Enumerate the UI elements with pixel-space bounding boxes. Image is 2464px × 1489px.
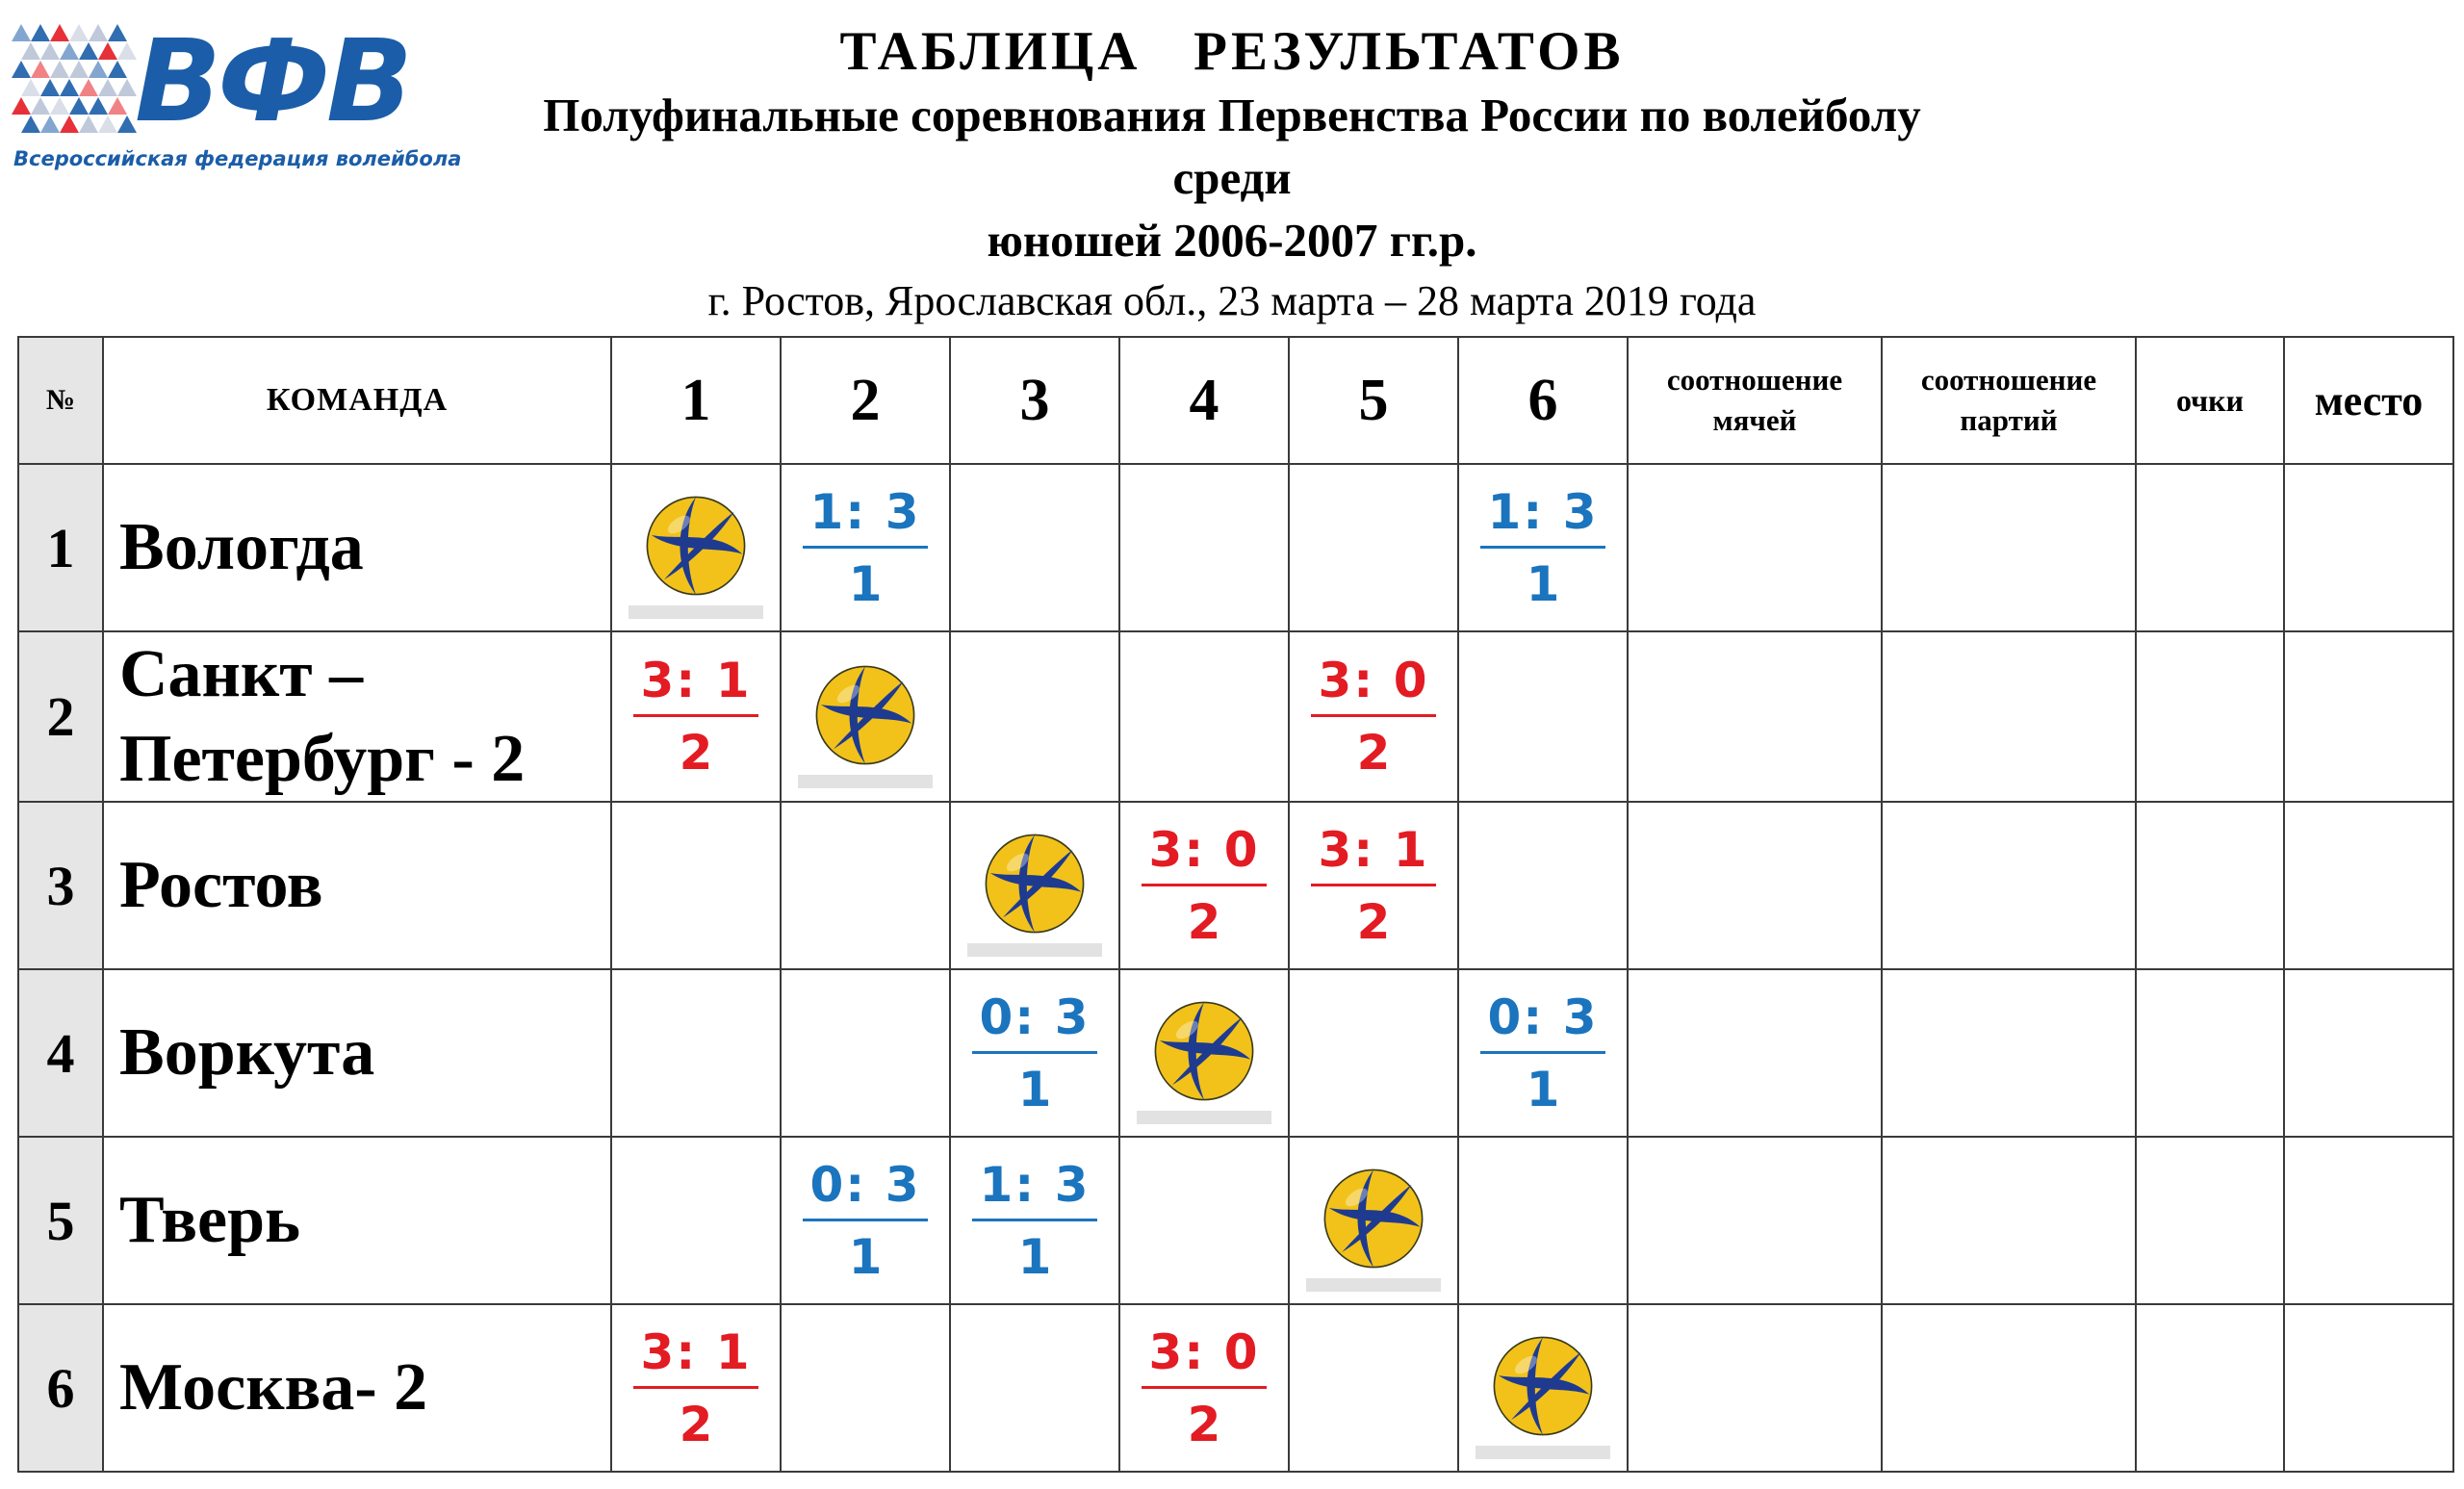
match-score [972,1156,1098,1285]
empty-cell [611,969,781,1137]
logo-caption: Всероссийская федерация волейбола [13,147,462,170]
empty-cell [950,464,1119,631]
match-score [1142,1323,1268,1452]
match-result-cell [1289,802,1458,969]
header-col-4: 4 [1119,337,1289,464]
match-score [633,1323,759,1452]
empty-cell [781,969,950,1137]
match-points: 1 [1526,555,1560,612]
header-team: КОМАНДА [103,337,611,464]
self-match-cell [1289,1137,1458,1304]
logo-mosaic-tile [12,24,31,41]
header-col-2: 2 [781,337,950,464]
place-cell [2284,631,2453,802]
match-result-cell [1119,1304,1289,1472]
logo-mosaic-tile [31,61,50,78]
logo-mosaic-tile [69,24,89,41]
logo-mosaic-tile [79,79,98,96]
header-number: № [18,337,103,464]
row-number: 3 [18,802,103,969]
match-score [803,1156,929,1285]
match-points: 1 [1017,1061,1052,1117]
logo-mosaic-tile [40,79,60,96]
set-score: 0: 3 [1480,993,1606,1054]
logo-mosaic-tile [98,42,117,60]
match-score [803,483,929,612]
logo-mosaic-tile [21,79,40,96]
logo-mosaic-tile [98,116,117,133]
table-row [18,464,2453,631]
team-name: Москва- 2 [103,1304,611,1472]
header-col-5: 5 [1289,337,1458,464]
vfv-logo-mark-icon [12,24,137,144]
self-match-cell [1119,969,1289,1137]
empty-cell [1458,802,1628,969]
set-ratio-cell [1882,969,2136,1137]
header-col-1: 1 [611,337,781,464]
set-score: 3: 1 [1311,826,1437,886]
points-cell [2136,631,2284,802]
logo-mosaic-tile [98,79,117,96]
logo-mosaic-tile [79,42,98,60]
logo-mosaic-tile [108,24,127,41]
logo-mosaic-tile [108,97,127,115]
row-number: 1 [18,464,103,631]
match-points: 2 [1356,893,1391,950]
header-set-ratio-line2: партий [1960,403,2058,437]
volleyball-icon [1137,984,1271,1118]
row-number: 6 [18,1304,103,1472]
logo-mosaic-tile [40,42,60,60]
header-points: очки [2136,337,2284,464]
ball-ratio-cell [1628,1304,1882,1472]
match-result-cell [1458,464,1628,631]
match-score [1311,653,1437,781]
empty-cell [1289,464,1458,631]
team-name: Вологда [103,464,611,631]
document-header [500,19,1964,329]
logo-mosaic-tile [89,97,108,115]
set-score: 0: 3 [972,993,1098,1054]
match-score [633,653,759,781]
match-points: 1 [1017,1228,1052,1285]
header-set-ratio [1882,337,2136,464]
logo-mosaic-tile [12,97,31,115]
set-score: 1: 3 [1480,488,1606,549]
table-body [18,464,2453,1472]
match-points: 2 [1187,893,1221,950]
match-points: 2 [679,1396,713,1452]
header-ball-ratio-line1: соотношение [1666,363,1843,398]
team-name: Ростов [103,802,611,969]
logo-mosaic-tile [50,61,69,78]
set-score: 3: 0 [1311,656,1437,717]
header-place: место [2284,337,2453,464]
match-points: 1 [848,555,883,612]
place-cell [2284,802,2453,969]
logo-mosaic-tile [12,61,31,78]
set-score: 1: 3 [972,1161,1098,1221]
match-score [1142,821,1268,950]
match-score [1480,483,1606,612]
ball-ratio-cell [1628,631,1882,802]
logo-mosaic-tile [60,79,79,96]
set-ratio-cell [1882,464,2136,631]
logo-mosaic-tile [79,116,98,133]
logo-mosaic-tile [21,116,40,133]
match-points: 2 [679,725,713,781]
logo-mosaic-tile [21,42,40,60]
set-score: 3: 0 [1142,826,1268,886]
set-ratio-cell [1882,802,2136,969]
match-points: 2 [1187,1396,1221,1452]
match-result-cell [781,1137,950,1304]
set-score: 3: 0 [1142,1328,1268,1389]
event-location-dates: г. Ростов, Ярославская обл., 23 марта – 28 марта 2019 года [707,277,1757,325]
points-cell [2136,969,2284,1137]
self-match-cell [950,802,1119,969]
match-score [1311,821,1437,950]
set-ratio-cell [1882,1137,2136,1304]
header-col-3: 3 [950,337,1119,464]
set-ratio-cell [1882,1304,2136,1472]
logo-mosaic-tile [117,116,137,133]
match-result-cell [1119,802,1289,969]
empty-cell [1119,1137,1289,1304]
match-result-cell [950,1137,1119,1304]
logo-mosaic-tile [31,97,50,115]
match-points: 1 [848,1228,883,1285]
logo-mosaic-tile [69,97,89,115]
self-match-cell [611,464,781,631]
volleyball-icon [629,478,763,613]
self-match-cell [1458,1304,1628,1472]
empty-cell [1289,1304,1458,1472]
row-number: 4 [18,969,103,1137]
match-score [1480,988,1606,1117]
empty-cell [611,1137,781,1304]
logo-mosaic-tile [69,61,89,78]
results-table [17,336,2454,1473]
empty-cell [950,631,1119,802]
logo-mosaic-tile [89,24,108,41]
set-ratio-cell [1882,631,2136,802]
empty-cell [1119,464,1289,631]
table-row [18,1304,2453,1472]
match-result-cell [1458,969,1628,1137]
logo-mosaic-tile [31,24,50,41]
logo-mosaic-tile [89,61,108,78]
ball-ratio-cell [1628,969,1882,1137]
place-cell [2284,1304,2453,1472]
team-name: Санкт – Петербург - 2 [103,631,611,802]
volleyball-icon [1476,1319,1610,1453]
empty-cell [1458,631,1628,802]
points-cell [2136,1304,2284,1472]
empty-cell [611,802,781,969]
empty-cell [950,1304,1119,1472]
ball-ratio-cell [1628,464,1882,631]
volleyball-icon [1306,1151,1441,1286]
set-score: 3: 1 [633,1328,759,1389]
row-number: 5 [18,1137,103,1304]
points-cell [2136,1137,2284,1304]
match-result-cell [781,464,950,631]
place-cell [2284,464,2453,631]
table-row [18,969,2453,1137]
subtitle-line-1: Полуфинальные соревнования Первенства России по волейболу среди [543,89,1921,205]
match-result-cell [611,1304,781,1472]
team-name: Тверь [103,1137,611,1304]
set-score: 1: 3 [803,488,929,549]
logo-mosaic-tile [60,116,79,133]
logo-mosaic-tile [117,79,137,96]
vfv-logo [12,14,462,178]
logo-mosaic-tile [50,97,69,115]
match-result-cell [611,631,781,802]
team-name: Воркута [103,969,611,1137]
points-cell [2136,802,2284,969]
set-score: 0: 3 [803,1161,929,1221]
page-title: ТАБЛИЦА РЕЗУЛЬТАТОВ [839,21,1625,82]
logo-mosaic-tile [117,42,137,60]
table-row [18,1137,2453,1304]
match-score [972,988,1098,1117]
table-row [18,802,2453,969]
points-cell [2136,464,2284,631]
logo-mosaic-tile [108,61,127,78]
set-score: 3: 1 [633,656,759,717]
table-header-row [18,337,2453,464]
self-match-cell [781,631,950,802]
empty-cell [1458,1137,1628,1304]
header-ball-ratio-line2: мячей [1712,403,1797,437]
match-result-cell [950,969,1119,1137]
logo-mosaic-tile [60,42,79,60]
logo-mosaic-tile [50,24,69,41]
empty-cell [1289,969,1458,1137]
logo-mosaic-tile [40,116,60,133]
header-set-ratio-line1: соотношение [1920,363,2097,398]
table-row [18,631,2453,802]
subtitle-line-2: юношей 2006-2007 гг.р. [987,213,1477,267]
match-result-cell [1289,631,1458,802]
empty-cell [781,1304,950,1472]
place-cell [2284,969,2453,1137]
header-ball-ratio [1628,337,1882,464]
match-points: 1 [1526,1061,1560,1117]
ball-ratio-cell [1628,1137,1882,1304]
empty-cell [781,802,950,969]
match-points: 2 [1356,725,1391,781]
header-col-6: 6 [1458,337,1628,464]
ball-ratio-cell [1628,802,1882,969]
place-cell [2284,1137,2453,1304]
logo-abbreviation: ВФВ [135,14,409,147]
empty-cell [1119,631,1289,802]
volleyball-icon [967,816,1102,951]
volleyball-icon [798,648,933,783]
row-number: 2 [18,631,103,802]
